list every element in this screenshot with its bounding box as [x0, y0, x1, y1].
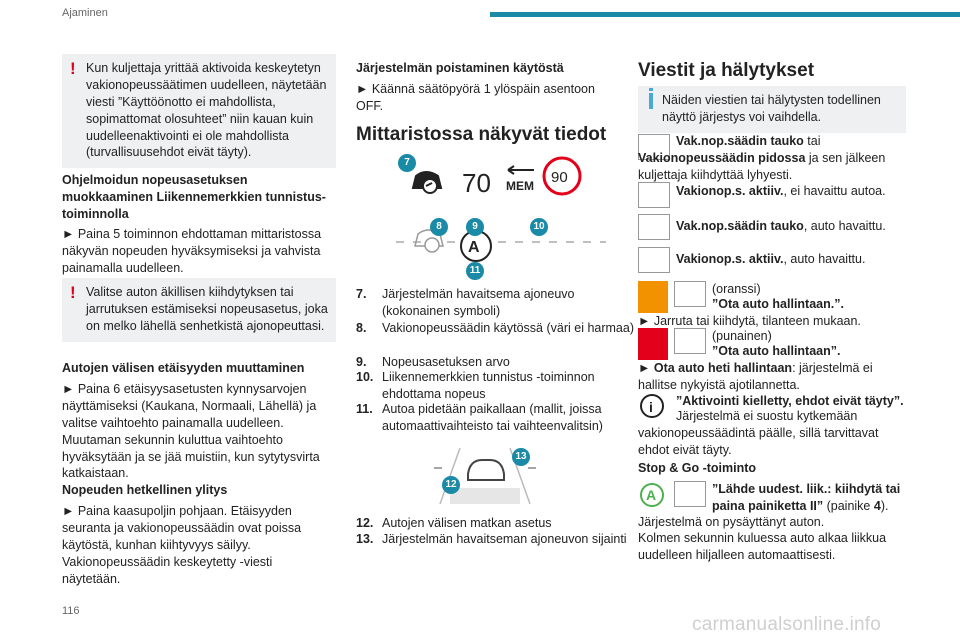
paragraph-speed-sign-edit: ► Paina 5 toiminnon ehdottaman mittaristossa näkyvän nopeuden hyväksymiseksi ja vahvista painamalla uudelleen.	[62, 227, 322, 275]
message-8-restart: Kolmen sekunnin kuluessa auto alkaa liikkua uudelleen hiljalleen automaattisesti.	[638, 531, 887, 562]
cruise-active-vehicle-icon	[638, 247, 670, 273]
heading-stop-go: Stop & Go -toiminto	[638, 461, 757, 475]
svg-text:A: A	[468, 239, 480, 256]
message-8: ”Lähde uudest. liik.: kiihdytä tai paina painiketta II” (painike 4).	[712, 482, 901, 513]
svg-text:A: A	[646, 487, 657, 503]
message-2: Vakionop.s. aktiiv., ei havaittu autoa.	[676, 184, 886, 198]
message-4: Vakionop.s. aktiiv., auto havaittu.	[676, 252, 866, 266]
message-6-action: ► Ota auto heti hallintaan: järjestelmä ei hallitse nykyistä ajotilannetta.	[638, 361, 873, 392]
warning-icon: !	[70, 283, 76, 302]
warning-note-2-text: Valitse auton äkillisen kiihdytyksen tai jarrutuksen estämiseksi nopeusasetus, joka on melko lähellä senhetkistä ajonopeuttasi.	[86, 285, 328, 333]
cluster-display-illustration	[396, 150, 616, 290]
mem-arrow-icon	[508, 166, 534, 174]
badge-13: 13	[512, 448, 530, 466]
message-5-action: ► Jarruta tai kiihdytä, tilanteen mukaan.	[638, 314, 861, 328]
paragraph-distance: ► Paina 6 etäisyysasetusten kynnysarvojen näyttämiseksi (Kaukana, Normaali, Lähellä) ja valitse vaihtoehto painamalla uudelleen. Muutaman sekunnin kuluttua vaihtoehto hyväksytään ja se jää muistiin, kun sytytysvirta katkaistaan.	[62, 382, 320, 481]
display-limit: 90	[551, 169, 568, 186]
message-5-color: (oranssi)	[712, 282, 761, 296]
info-note-text: Näiden viestien tai hälytysten todellinen näyttö järjestys voi vaihdella.	[662, 93, 881, 124]
speaker-icon	[674, 328, 706, 354]
section-title: Ajaminen	[62, 7, 108, 19]
badge-9: 9	[466, 218, 484, 236]
warning-note-1	[62, 54, 336, 168]
message-6-text: ”Ota auto hallintaan”.	[712, 344, 841, 358]
badge-10: 10	[530, 218, 548, 236]
vehicle-icon	[468, 460, 504, 480]
badge-11: 11	[466, 262, 484, 280]
message-7-title: ”Aktivointi kielletty, ehdot eivät täyty”.	[676, 394, 904, 408]
message-5-text: ”Ota auto hallintaan.”.	[712, 297, 844, 311]
message-1: Vak.nop.säädin tauko tai Vakionopeussäädin pidossa ja sen jälkeen kuljettaja kiihdyttää lyhyesti.	[638, 134, 886, 182]
warning-icon: !	[70, 59, 76, 78]
warning-note-1-text: Kun kuljettaja yrittää aktivoida keskeytetyn vakionopeussäätimen uudelleen, näytetään viesti ”Käyttöönotto ei mahdollista, sopimattomat olosuhteet” niin kauan kuin uudelleenaktivointi ei ole mahdollista (turvallisuusehdot eivät täyty).	[86, 61, 327, 160]
display-speed: 70	[462, 168, 491, 198]
badge-8: 8	[430, 218, 448, 236]
badge-7: 7	[398, 154, 416, 172]
cruise-active-no-vehicle-icon	[638, 182, 670, 208]
header-accent-bar	[490, 12, 960, 17]
warning-orange-icon	[638, 281, 668, 313]
info-note	[638, 86, 906, 133]
heading-disable: Järjestelmän poistaminen käytöstä	[356, 61, 564, 75]
warning-note-2	[62, 278, 336, 342]
heading-distance: Autojen välisen etäisyyden muuttaminen	[62, 361, 305, 375]
speaker-icon	[674, 281, 706, 307]
paragraph-overspeed: ► Paina kaasupoljin pohjaan. Etäisyyden seuranta ja vakionopeussäädin ovat poissa käytöstä, kunhan kiihtyvyys säilyy. Vakionopeussäädin keskeytetty -viesti näytetään.	[62, 504, 302, 586]
watermark: carmanualsonline.info	[692, 614, 882, 635]
heading-overspeed: Nopeuden hetkellinen ylitys	[62, 483, 228, 497]
cluster-display-svg	[396, 150, 616, 290]
message-8-status: Järjestelmä on pysäyttänyt auton.	[638, 515, 825, 529]
car-symbol-full	[413, 172, 441, 193]
section-title-display: Mittaristossa näkyvät tiedot	[356, 124, 607, 145]
page-number: 116	[62, 605, 80, 617]
warning-red-icon	[638, 328, 668, 360]
info-icon	[649, 93, 653, 109]
cruise-pause-vehicle-icon	[638, 214, 670, 240]
display-mem: MEM	[506, 179, 534, 193]
section-title-messages: Viestit ja hälytykset	[638, 60, 815, 81]
auto-hold-green-icon	[638, 481, 668, 505]
heading-speed-sign-edit: Ohjelmoidun nopeusasetuksen muokkaaminen Liikennemerkkien tunnistus-toiminnolla	[62, 173, 326, 221]
distance-illustration	[420, 444, 550, 512]
message-3: Vak.nop.säädin tauko, auto havaittu.	[676, 219, 886, 233]
paragraph-disable: ► Käännä säätöpyörä 1 ylöspäin asentoon OFF.	[356, 82, 595, 113]
svg-text:i: i	[649, 399, 653, 415]
message-7-text: Järjestelmä ei suostu kytkemään vakionopeussäädintä päälle, sillä tarvittavat ehdot eivät täyty.	[638, 409, 879, 457]
message-6-color: (punainen)	[712, 329, 772, 343]
badge-12: 12	[442, 476, 460, 494]
cruise-vehicle-stopped-icon	[674, 481, 706, 507]
distance-svg	[420, 444, 550, 512]
